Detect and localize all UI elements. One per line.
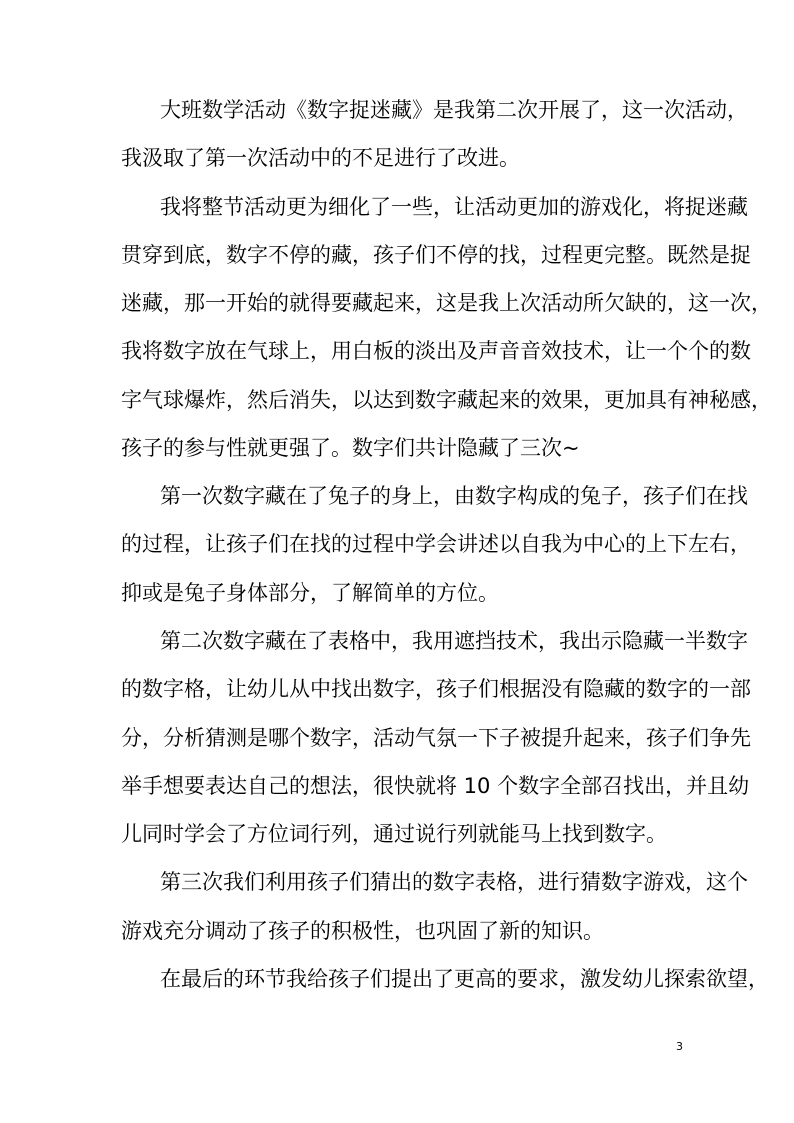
text-line: 第一次数字藏在了兔子的身上，由数字构成的兔子，孩子们在找 (160, 484, 748, 508)
text-line: 迷藏，那一开始的就得要藏起来，这是我上次活动所欠缺的，这一次， (121, 291, 772, 315)
page-number: 3 (676, 1040, 683, 1053)
text-line: 抑或是兔子身体部分，了解简单的方位。 (121, 581, 499, 605)
text-line: 分，分析猜测是哪个数字，活动气氛一下子被提升起来，孩子们争先 (121, 726, 751, 750)
text-line: 第二次数字藏在了表格中，我用遮挡技术，我出示隐藏一半数字 (160, 629, 748, 653)
text-line: 游戏充分调动了孩子的积极性，也巩固了新的知识。 (121, 919, 604, 943)
text-line: 字气球爆炸，然后消失，以达到数字藏起来的效果，更加具有神秘感， (121, 388, 772, 412)
text-line: 孩子的参与性就更强了。数字们共计隐藏了三次~ (121, 436, 580, 460)
text-line: 在最后的环节我给孩子们提出了更高的要求，激发幼儿探索欲望， (160, 967, 769, 991)
text-line: 的数字格，让幼儿从中找出数字，孩子们根据没有隐藏的数字的一部 (121, 677, 751, 701)
text-line: 儿同时学会了方位词行列，通过说行列就能马上找到数字。 (121, 822, 667, 846)
text-line: 大班数学活动《数字捉迷藏》是我第二次开展了，这一次活动， (160, 98, 748, 122)
text-line: 第三次我们利用孩子们猜出的数字表格，进行猜数字游戏，这个 (160, 870, 748, 894)
text-line: 举手想要表达自己的想法，很快就将 10 个数字全部召找出，并且幼 (121, 774, 750, 798)
text-line: 贯穿到底，数字不停的藏，孩子们不停的找，过程更完整。既然是捉 (121, 243, 751, 267)
text-line: 的过程，让孩子们在找的过程中学会讲述以自我为中心的上下左右， (121, 532, 751, 556)
text-line: 我汲取了第一次活动中的不足进行了改进。 (121, 146, 520, 170)
text-line: 我将整节活动更为细化了一些，让活动更加的游戏化，将捉迷藏 (160, 195, 748, 219)
text-line: 我将数字放在气球上，用白板的淡出及声音音效技术，让一个个的数 (121, 339, 751, 363)
